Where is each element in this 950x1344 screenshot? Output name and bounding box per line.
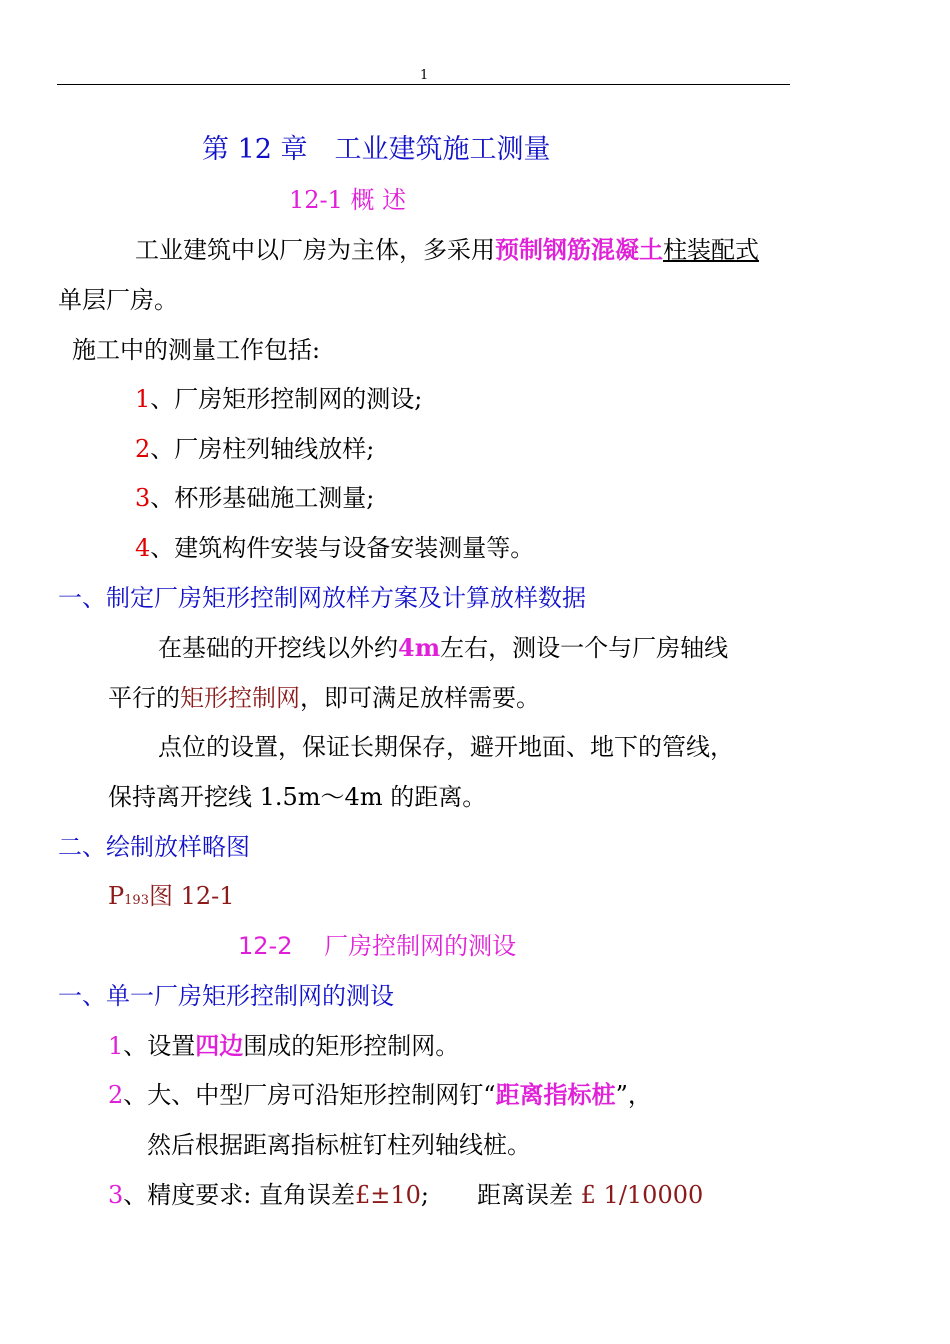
angle-tolerance: £±10 — [355, 1181, 421, 1209]
task-item: 1、厂房矩形控制网的测设; — [135, 385, 423, 413]
part1-line-3: 点位的设置，保证长期保存，避开地面、地下的管线， — [158, 733, 734, 761]
intro-line-2: 单层厂房。 — [58, 286, 178, 314]
chapter-name: 工业建筑施工测量 — [334, 134, 551, 165]
part3-item-2: 2、大、中型厂房可沿矩形控制网钉“距离指标桩”， — [108, 1080, 652, 1109]
part3-heading: 一、单一厂房矩形控制网的测设 — [58, 982, 394, 1010]
highlight-distance-stake: 距离指标桩 — [495, 1080, 616, 1109]
part3-item-1: 1、设置四边围成的矩形控制网。 — [108, 1031, 460, 1060]
highlight-4m: 4m — [398, 633, 441, 662]
part1-line-1: 在基础的开挖线以外约4m左右，测设一个与厂房轴线 — [158, 633, 729, 662]
chapter-number: 第 12 章 — [202, 134, 308, 165]
intro-line-1: 工业建筑中以厂房为主体，多采用预制钢筋混凝土柱装配式 — [135, 235, 759, 264]
part3-item-2-cont: 然后根据距离指标桩钉柱列轴线桩。 — [147, 1131, 531, 1159]
highlight-precast-concrete: 预制钢筋混凝土 — [495, 235, 663, 264]
task-item: 4、建筑构件安装与设备安装测量等。 — [135, 534, 535, 562]
part1-heading: 一、制定厂房矩形控制网放样方案及计算放样数据 — [58, 584, 586, 612]
part1-line-4: 保持离开挖线 1.5m～4m 的距离。 — [108, 783, 487, 811]
section-heading-12-1: 12-1 概 述 — [289, 186, 407, 214]
page-number: 1 — [420, 68, 429, 83]
highlight-rect-control-net: 矩形控制网 — [180, 684, 300, 712]
task-item: 3、杯形基础施工测量; — [135, 484, 375, 512]
survey-tasks-intro: 施工中的测量工作包括: — [72, 336, 321, 364]
highlight-four-sides: 四边 — [195, 1031, 244, 1060]
part3-item-3: 3、精度要求: 直角误差£±10; 距离误差 £ 1/10000 — [108, 1181, 704, 1209]
chapter-title — [202, 133, 551, 167]
task-item: 2、厂房柱列轴线放样; — [135, 435, 375, 463]
part1-line-2: 平行的矩形控制网，即可满足放样需要。 — [108, 684, 540, 712]
part2-heading: 二、绘制放样略图 — [58, 833, 250, 861]
figure-reference: P193图 12-1 — [108, 882, 235, 910]
distance-tolerance: £ 1/10000 — [580, 1181, 704, 1209]
header-rule — [57, 84, 790, 85]
section-heading-12-2: 12-2 厂房控制网的测设 — [238, 932, 517, 960]
